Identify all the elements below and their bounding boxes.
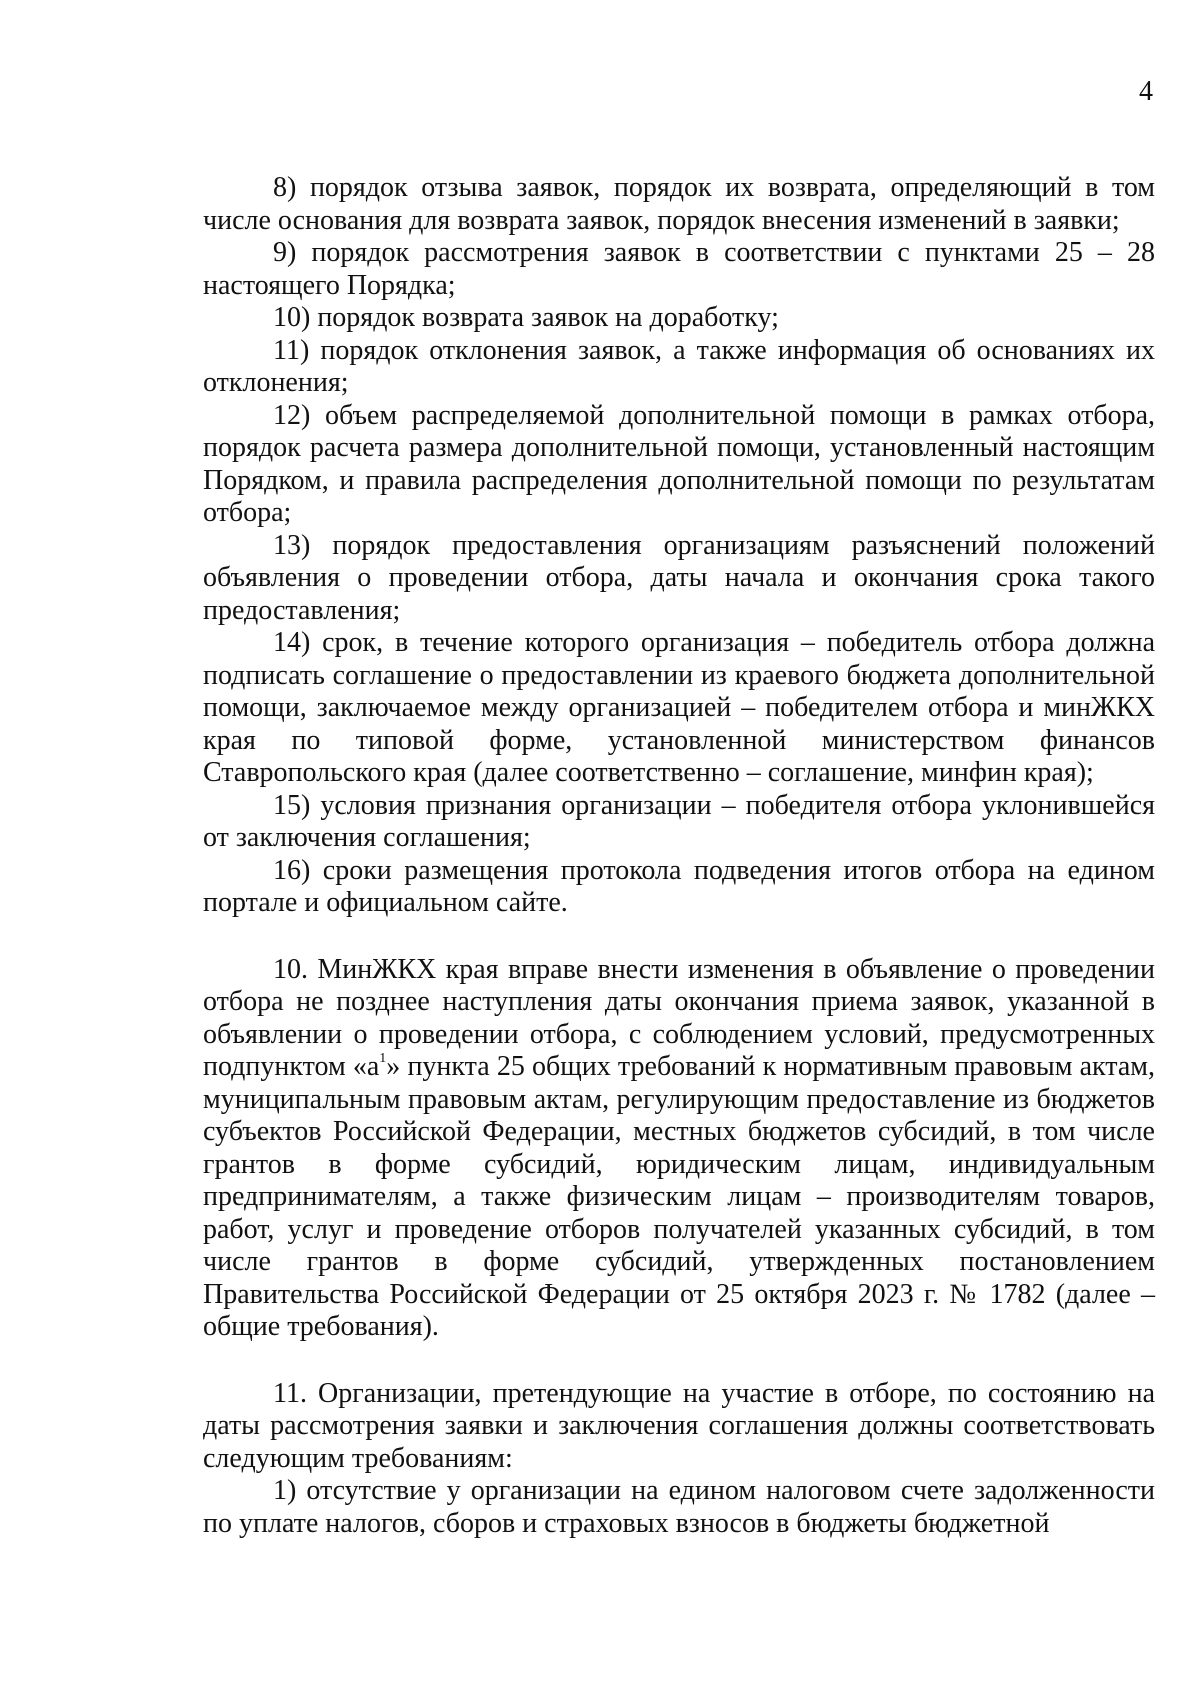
list-item-9: 9) порядок рассмотрения заявок в соответствии с пунктами 25 – 28 настоящего Порядка;: [203, 237, 1155, 301]
clause-10-text-end: » пункта 25 общих требований к нормативным правовым актам, муниципальным правовым актам, регулирующим предоставление из бюджетов субъектов Российской Федерации, местных бюджетов субсидий, в том числе грантов в форме субсидий, юридическим лицам, индивидуальным предпринимателям, а также физическим лицам – производителям товаров, работ, услуг и проведение отборов получателей указанных субсидий, в том числе грантов в форме субсидий, утвержденных постановлением Правительства Российской Федерации от 25 октября 2023 г. № 1782 (далее – общие требования).: [203, 1051, 1156, 1342]
list-item-13: 13) порядок предоставления организациям разъяснений положений объявления о проведении отбора, даты начала и окончания срока такого предоставления;: [203, 529, 1155, 626]
list-item-11: 11) порядок отклонения заявок, а также информация об основаниях их отклонения;: [203, 334, 1155, 398]
list-item-12: 12) объем распределяемой дополнительной помощи в рамках отбора, порядок расчета размера дополнительной помощи, установленный настоящим Порядком, и правила распределения дополнительной помощи по результатам отбора;: [203, 399, 1155, 528]
list-item-10: 10) порядок возврата заявок на доработку;: [273, 302, 779, 333]
clause-10: [203, 954, 1155, 1344]
superscript: 1: [379, 1051, 387, 1066]
clause-10-text-start: 10. МинЖКХ края вправе внести изменения в объявление о проведении отбора не позднее наступления даты окончания приема заявок, указанной в объявлении о проведении отбора, с соблюдением условий, предусмотренных подпунктом «а: [203, 953, 1155, 1082]
list-item-16: 16) сроки размещения протокола подведения итогов отбора на едином портале и официальном сайте.: [203, 854, 1155, 918]
document-body: [203, 172, 1155, 1540]
list-item-14: 14) срок, в течение которого организация – победитель отбора должна подписать соглашение о предоставлении из краевого бюджета дополнительной помощи, заключаемое между организацией – победителем отбора и минЖКХ края по типовой форме, установленной министерством финансов Ставропольского края (далее соответственно – соглашение, минфин края);: [203, 627, 1155, 788]
list-item-15: 15) условия признания организации – победителя отбора уклонившейся от заключения соглашения;: [203, 789, 1155, 853]
list-item-8: 8) порядок отзыва заявок, порядок их возврата, определяющий в том числе основания для возврата заявок, порядок внесения изменений в заявки;: [203, 172, 1155, 236]
clause-11: 11. Организации, претендующие на участие в отборе, по состоянию на даты рассмотрения заявки и заключения соглашения должны соответствовать следующим требованиям:: [203, 1377, 1155, 1474]
requirement-1: 1) отсутствие у организации на едином налоговом счете задолженности по уплате налогов, сборов и страховых взносов в бюджеты бюджетной: [203, 1475, 1155, 1539]
page-number: 4: [1139, 76, 1153, 107]
